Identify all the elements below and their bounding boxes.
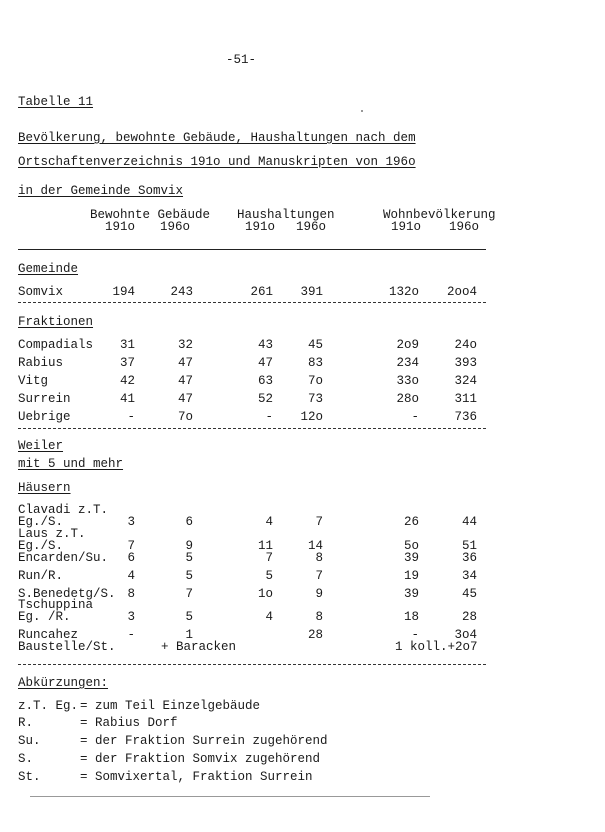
cell-population-1910: 39 [403,587,419,601]
cell-population-1960: 45 [461,587,477,601]
cell-households-1960: 7 [315,569,323,583]
title-line-2: Ortschaftenverzeichnis 191o und Manuskripten von 196o [18,155,416,169]
table-label: Tabelle 11 [18,95,94,109]
cell-population-1960: 44 [461,515,477,529]
row-name: Compadials [18,338,94,352]
cell-buildings-1960: 32 [177,338,193,352]
cell-buildings-1960: 5 [185,569,193,583]
cell-population-1960: 28 [461,610,477,624]
cell-households-1960: 28 [307,628,323,642]
row-name: Encarden/Su. [18,551,109,565]
cell-buildings-1960: 7o [177,410,193,424]
cell-buildings-1910: 3 [127,515,135,529]
cell-buildings-1910: 31 [119,338,135,352]
row-name: Run/R. [18,569,64,583]
cell-buildings-1960: 5 [185,551,193,565]
cell-households-1910: 7 [265,551,273,565]
abbrev-text: = zum Teil Einzelgebäude [80,699,261,713]
year-households-b: 196o [296,220,327,234]
section-weiler-2: mit 5 und mehr [18,457,124,471]
cell-population-1910: 5o [403,539,419,553]
section-gemeinde: Gemeinde [18,262,79,276]
header-buildings: Bewohnte Gebäude [90,208,211,222]
cell-population-1960: 51 [461,539,477,553]
row-name: Eg. /R. [18,610,71,624]
cell-population-1960: 2oo4 [446,285,477,299]
cell-buildings-1960: 47 [177,374,193,388]
section-weiler-3: Häusern [18,481,71,495]
abbrev-text: = Rabius Dorf [80,716,178,730]
abbrev-key: S. [18,752,34,766]
cell-buildings-1960: 9 [185,539,193,553]
row-name: Uebrige [18,410,71,424]
cell-population-1910: 18 [403,610,419,624]
cell-population-1960: 3o4 [454,628,477,642]
cell-population-1910: 132o [388,285,419,299]
cell-buildings-1910: 42 [119,374,135,388]
cell-buildings-1910: 8 [127,587,135,601]
cell-population-1910: 39 [403,551,419,565]
row-name: Surrein [18,392,71,406]
gemeinde-rule [18,302,486,303]
cell-households-1910: 11 [257,539,273,553]
cell-households-1960: 7o [307,374,323,388]
cell-buildings-1960: 6 [185,515,193,529]
cell-population-1910: 33o [396,374,419,388]
footer-rule [30,796,430,797]
cell-households-1910: 4 [265,515,273,529]
abbrev-key: St. [18,770,41,784]
ink-speck [361,110,363,112]
section-weiler-1: Weiler [18,439,64,453]
cell-households-1910: - [265,410,273,424]
section-fraktionen: Fraktionen [18,315,94,329]
abbrev-key: z.T. Eg. [18,699,79,713]
cell-buildings-1910: 3 [127,610,135,624]
abbrev-key: Su. [18,734,41,748]
cell-households-1960: 9 [315,587,323,601]
note-baracken: + Baracken [161,640,237,654]
row-name: Rabius [18,356,64,370]
fraktionen-rule [18,428,486,429]
cell-buildings-1910: 194 [112,285,135,299]
cell-households-1910: 47 [257,356,273,370]
cell-population-1960: 311 [454,392,477,406]
cell-buildings-1910: 41 [119,392,135,406]
cell-households-1910: 63 [257,374,273,388]
cell-households-1910: 1o [257,587,273,601]
header-households: Haushaltungen [237,208,335,222]
cell-buildings-1910: 7 [127,539,135,553]
cell-buildings-1960: 1 [185,628,193,642]
weiler-rule [18,664,486,665]
cell-households-1960: 391 [300,285,323,299]
cell-households-1960: 14 [307,539,323,553]
row-name: Eg./S. [18,515,64,529]
cell-population-1960: 393 [454,356,477,370]
cell-buildings-1960: 243 [170,285,193,299]
row-name: Baustelle/St. [18,640,116,654]
cell-households-1910: 261 [250,285,273,299]
cell-households-1960: 83 [307,356,323,370]
abbrev-text: = Somvixertal, Fraktion Surrein [80,770,313,784]
year-households-a: 191o [245,220,276,234]
row-name: Laus z.T. [18,527,86,541]
cell-households-1960: 7 [315,515,323,529]
cell-population-1960: 324 [454,374,477,388]
cell-households-1910: 5 [265,569,273,583]
cell-buildings-1960: 7 [185,587,193,601]
cell-buildings-1960: 47 [177,392,193,406]
cell-buildings-1910: - [127,410,135,424]
page-number: -51- [226,53,257,67]
title-line-3: in der Gemeinde Somvix [18,184,184,198]
row-name: Clavadi z.T. [18,503,109,517]
cell-households-1960: 8 [315,610,323,624]
cell-households-1910: 52 [257,392,273,406]
abbrev-title: Abkürzungen: [18,676,109,690]
year-population-a: 191o [391,220,422,234]
cell-population-1910: 19 [403,569,419,583]
cell-buildings-1910: 37 [119,356,135,370]
year-population-b: 196o [449,220,480,234]
header-rule [18,249,486,250]
cell-households-1960: 45 [307,338,323,352]
row-name: Tschuppina [18,598,94,612]
cell-households-1910: 43 [257,338,273,352]
cell-buildings-1960: 5 [185,610,193,624]
cell-buildings-1910: - [127,628,135,642]
cell-population-1910: 26 [403,515,419,529]
cell-buildings-1910: 6 [127,551,135,565]
row-name: Somvix [18,285,64,299]
row-name: Eg./S. [18,539,64,553]
cell-population-1960: 24o [454,338,477,352]
cell-population-1910: 28o [396,392,419,406]
cell-buildings-1910: 4 [127,569,135,583]
year-buildings-b: 196o [160,220,191,234]
cell-population-1910: 234 [396,356,419,370]
note-koll: 1 koll.+2o7 [395,640,478,654]
title-line-1: Bevölkerung, bewohnte Gebäude, Haushaltungen nach dem [18,131,416,145]
cell-population-1960: 736 [454,410,477,424]
cell-households-1960: 73 [307,392,323,406]
abbrev-text: = der Fraktion Surrein zugehörend [80,734,328,748]
cell-buildings-1960: 47 [177,356,193,370]
row-name: Vitg [18,374,49,388]
row-name: S.Benedetg/S. [18,587,116,601]
cell-population-1910: - [411,410,419,424]
row-name: Runcahez [18,628,79,642]
cell-households-1960: 8 [315,551,323,565]
cell-population-1960: 34 [461,569,477,583]
header-population: Wohnbevölkerung [383,208,496,222]
abbrev-key: R. [18,716,34,730]
cell-population-1960: 36 [461,551,477,565]
cell-households-1960: 12o [300,410,323,424]
year-buildings-a: 191o [105,220,136,234]
cell-population-1910: 2o9 [396,338,419,352]
abbrev-text: = der Fraktion Somvix zugehörend [80,752,321,766]
cell-population-1910: - [411,628,419,642]
cell-households-1910: 4 [265,610,273,624]
